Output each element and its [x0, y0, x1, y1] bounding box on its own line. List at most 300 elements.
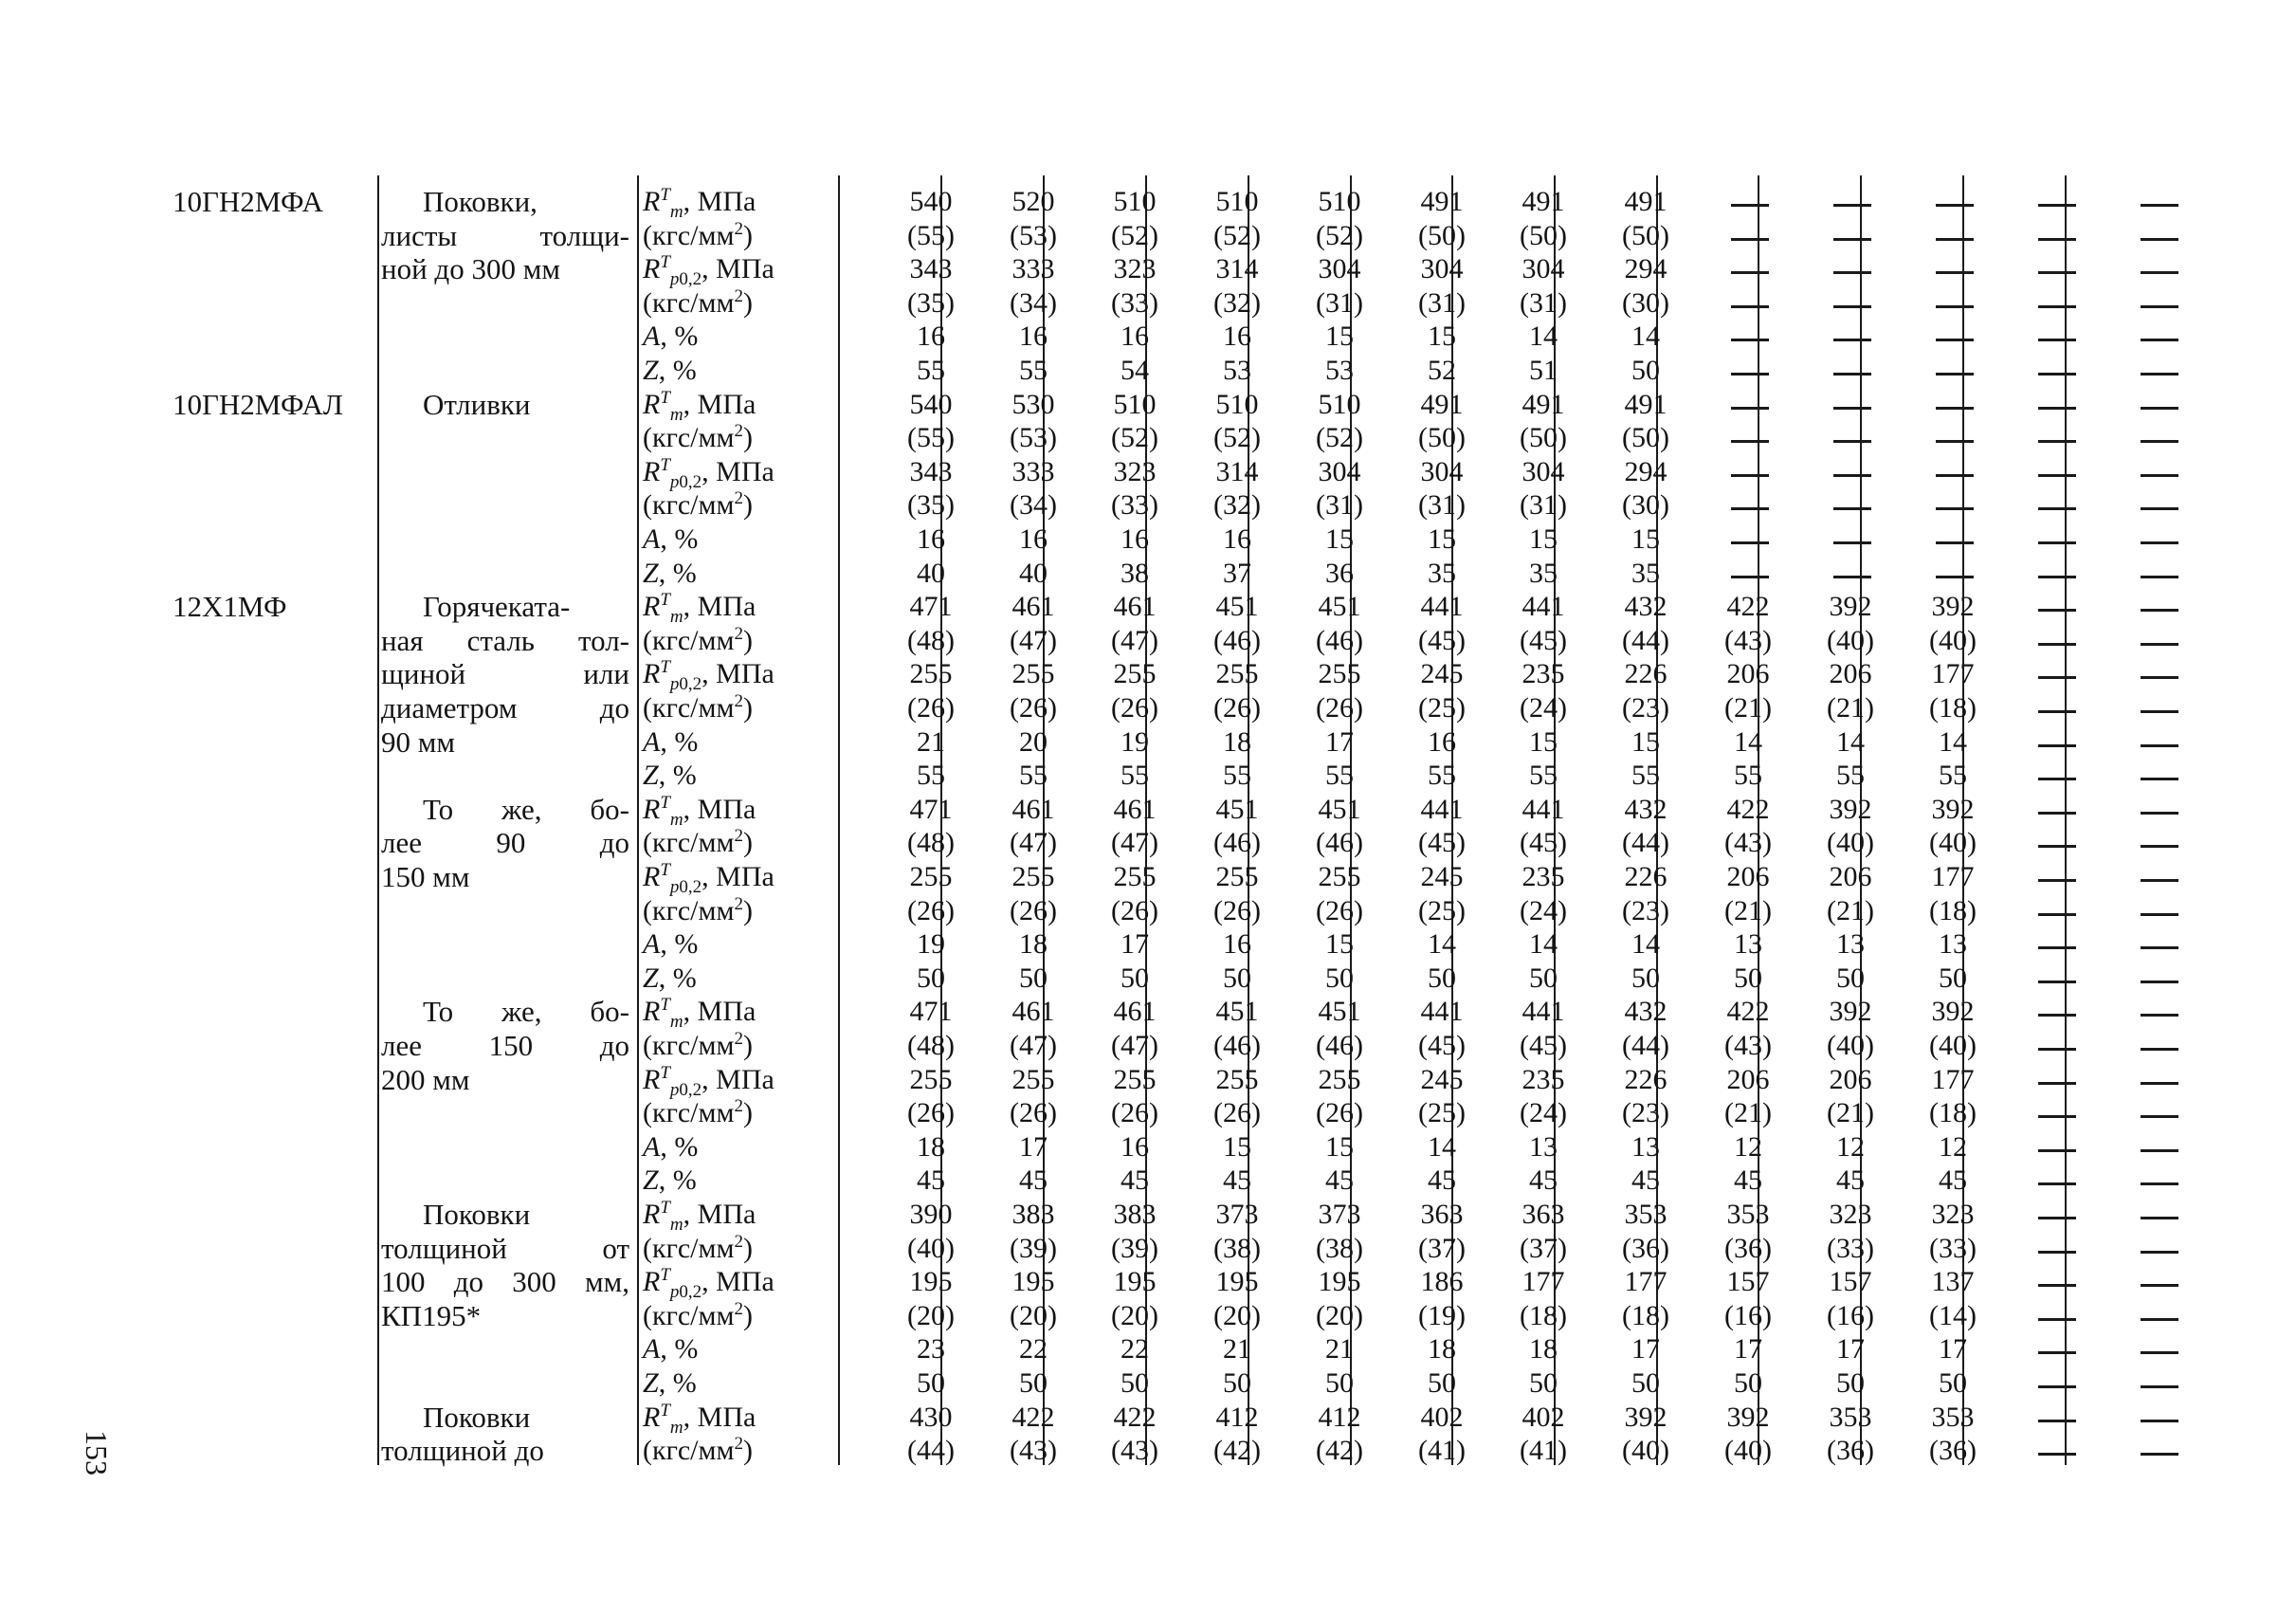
table-cell: 22: [1019, 1333, 1048, 1366]
table-cell: 157: [1829, 1266, 1872, 1298]
table-cell: 37: [1223, 557, 1251, 589]
table-cell: 55: [1019, 760, 1048, 792]
table-cell: 177: [1931, 1063, 1975, 1095]
table-cell: 15: [1631, 523, 1660, 555]
empty-cell-dash: [2141, 1420, 2178, 1422]
property-label: $(кгс/мм^2)$: [643, 1298, 753, 1331]
table-cell: (23): [1622, 1097, 1669, 1129]
table-cell: (26): [1316, 1097, 1363, 1129]
unit-label: МПа: [697, 1199, 756, 1230]
table-cell: 392: [1726, 1401, 1770, 1433]
empty-cell-dash: [2141, 1115, 2178, 1118]
table-cell: (36): [1622, 1232, 1669, 1264]
table-cell: 206: [1829, 1063, 1872, 1095]
table-cell: 15: [1325, 928, 1354, 961]
table-cell: (34): [1010, 286, 1057, 319]
table-cell: 353: [1829, 1401, 1872, 1433]
empty-cell-dash: [2141, 879, 2178, 882]
description-line: 200 мм: [381, 1062, 470, 1096]
table-cell: 412: [1215, 1401, 1259, 1433]
table-cell: 353: [1726, 1199, 1770, 1230]
table-cell: 294: [1624, 253, 1667, 285]
page-number: 153: [80, 1430, 114, 1476]
table-cell: 422: [1726, 996, 1770, 1028]
table-cell: 304: [1420, 253, 1464, 285]
property-label: $(кгс/мм^2)$: [643, 623, 753, 656]
empty-cell-dash: [2038, 339, 2076, 341]
description-line: То же, бо-: [423, 792, 629, 826]
table-cell: 35: [1428, 557, 1456, 589]
table-cell: 50: [1428, 1367, 1456, 1399]
description-line: То же, бо-: [423, 995, 629, 1029]
table-cell: (53): [1010, 219, 1057, 251]
table-cell: (42): [1316, 1435, 1363, 1467]
table-cell: (48): [907, 1030, 955, 1061]
table-cell: 540: [909, 388, 953, 420]
empty-cell-dash: [2038, 271, 2076, 274]
table-cell: 432: [1624, 591, 1667, 623]
table-cell: 15: [1428, 321, 1456, 353]
empty-cell-dash: [2038, 1082, 2076, 1085]
table-cell: 255: [1215, 861, 1259, 892]
table-cell: 55: [1939, 760, 1967, 792]
table-cell: 510: [1113, 186, 1157, 217]
table-cell: 15: [1325, 523, 1354, 555]
description-line: Горячеката-: [423, 590, 571, 624]
empty-cell-dash: [1731, 271, 1769, 274]
table-cell: 14: [1428, 928, 1456, 961]
product-description: [381, 590, 629, 759]
table-cell: (45): [1520, 827, 1567, 859]
table-cell: 55: [917, 760, 945, 792]
table-cell: 461: [1011, 591, 1055, 623]
table-cell: (20): [1111, 1299, 1158, 1331]
empty-cell-dash: [2038, 1284, 2076, 1287]
empty-cell-dash: [2038, 1420, 2076, 1422]
table-cell: (43): [1111, 1435, 1158, 1467]
table-cell: (18): [1929, 894, 1977, 926]
table-cell: 245: [1420, 658, 1464, 690]
description-line: лее 90 до: [381, 826, 629, 860]
table-cell: (21): [1724, 692, 1772, 724]
table-cell: (45): [1418, 624, 1466, 656]
table-cell: 16: [1121, 523, 1149, 555]
description-line: диаметром до: [381, 690, 629, 724]
table-cell: 441: [1420, 591, 1464, 623]
empty-cell-dash: [2038, 1217, 2076, 1219]
table-cell: 17: [1325, 725, 1354, 758]
description-line: толщиной до: [381, 1434, 544, 1468]
empty-cell-dash: [2038, 1385, 2076, 1388]
table-cell: 441: [1522, 591, 1565, 623]
table-cell: (47): [1010, 1030, 1057, 1061]
table-cell: 255: [1215, 1063, 1259, 1095]
table-cell: 15: [1529, 523, 1558, 555]
empty-cell-dash: [2141, 576, 2178, 578]
empty-cell-dash: [2038, 913, 2076, 916]
table-cell: (25): [1418, 894, 1466, 926]
table-cell: 471: [909, 793, 953, 825]
empty-cell-dash: [1731, 305, 1769, 308]
table-cell: 50: [1019, 962, 1048, 994]
table-cell: (33): [1929, 1232, 1977, 1264]
description-line: толщиной от: [381, 1231, 629, 1265]
empty-cell-dash: [1731, 204, 1769, 207]
table-cell: 50: [1939, 1367, 1967, 1399]
table-cell: (16): [1827, 1299, 1874, 1331]
table-cell: 15: [1325, 321, 1354, 353]
table-cell: 45: [1836, 1164, 1865, 1197]
table-cell: 45: [1529, 1164, 1558, 1197]
table-cell: 17: [1734, 1333, 1762, 1366]
empty-cell-dash: [2141, 1082, 2178, 1085]
table-cell: 422: [1726, 793, 1770, 825]
table-cell: 45: [1428, 1164, 1456, 1197]
table-cell: 55: [1529, 760, 1558, 792]
table-cell: (31): [1520, 489, 1567, 522]
empty-cell-dash: [2141, 1284, 2178, 1287]
table-cell: (26): [1316, 692, 1363, 724]
column-rule: [838, 175, 840, 1465]
description-line: ной до 300 мм: [381, 252, 560, 286]
empty-cell-dash: [2038, 845, 2076, 848]
description-line: Отливки: [423, 387, 531, 421]
table-cell: 50: [1121, 1367, 1149, 1399]
empty-cell-dash: [2141, 812, 2178, 815]
table-cell: (45): [1520, 624, 1567, 656]
empty-cell-dash: [2038, 204, 2076, 207]
product-description: [381, 793, 629, 894]
property-label: $(кгс/мм^2)$: [643, 691, 753, 724]
property-label: $(кгс/мм^2)$: [643, 285, 753, 319]
table-cell: (36): [1929, 1435, 1977, 1467]
empty-cell-dash: [1936, 541, 1974, 544]
table-cell: 195: [909, 1266, 953, 1298]
property-label: $(кгс/мм^2)$: [643, 1029, 753, 1061]
table-cell: (52): [1213, 422, 1261, 454]
table-cell: (43): [1724, 827, 1772, 859]
table-cell: 18: [1223, 725, 1251, 758]
unit-label: МПа: [716, 1063, 774, 1095]
empty-cell-dash: [1833, 373, 1871, 376]
empty-cell-dash: [2141, 373, 2178, 376]
table-cell: (46): [1316, 624, 1363, 656]
table-cell: 206: [1726, 658, 1770, 690]
empty-cell-dash: [1731, 474, 1769, 477]
empty-cell-dash: [2141, 541, 2178, 544]
table-cell: 461: [1011, 793, 1055, 825]
property-label: $(кгс/мм^2)$: [643, 826, 753, 859]
empty-cell-dash: [1833, 507, 1871, 510]
table-cell: 451: [1318, 591, 1361, 623]
empty-cell-dash: [1731, 541, 1769, 544]
property-label: $R^T_m$, МПа: [643, 1198, 756, 1235]
table-cell: 255: [1113, 658, 1157, 690]
table-cell: 451: [1318, 996, 1361, 1028]
table-cell: (37): [1418, 1232, 1466, 1264]
table-cell: (20): [1010, 1299, 1057, 1331]
table-cell: 422: [1113, 1401, 1157, 1433]
table-cell: 50: [1836, 962, 1865, 994]
table-cell: 392: [1624, 1401, 1667, 1433]
table-cell: (30): [1622, 489, 1669, 522]
table-cell: (33): [1111, 489, 1158, 522]
table-cell: (21): [1827, 894, 1874, 926]
table-cell: 12: [1836, 1130, 1865, 1163]
empty-cell-dash: [2141, 1251, 2178, 1254]
unit-label: МПа: [697, 793, 756, 825]
table-cell: 195: [1011, 1266, 1055, 1298]
table-cell: 55: [1836, 760, 1865, 792]
table-cell: 422: [1011, 1401, 1055, 1433]
table-cell: 50: [1734, 1367, 1762, 1399]
table-cell: 55: [1223, 760, 1251, 792]
table-cell: (18): [1622, 1299, 1669, 1331]
table-cell: (52): [1111, 219, 1158, 251]
table-cell: 392: [1829, 996, 1872, 1028]
table-cell: 195: [1113, 1266, 1157, 1298]
table-cell: 16: [917, 321, 945, 353]
table-cell: 373: [1215, 1199, 1259, 1230]
table-cell: (37): [1520, 1232, 1567, 1264]
empty-cell-dash: [2141, 643, 2178, 646]
table-cell: (50): [1622, 422, 1669, 454]
table-cell: (53): [1010, 422, 1057, 454]
table-cell: (45): [1520, 1030, 1567, 1061]
table-cell: 14: [1631, 928, 1660, 961]
empty-cell-dash: [2141, 1014, 2178, 1017]
table-cell: 50: [1223, 962, 1251, 994]
table-cell: (32): [1213, 489, 1261, 522]
empty-cell-dash: [1936, 339, 1974, 341]
empty-cell-dash: [1936, 373, 1974, 376]
table-cell: 54: [1121, 355, 1149, 386]
table-cell: (44): [907, 1435, 955, 1467]
table-cell: 491: [1522, 388, 1565, 420]
table-cell: (52): [1111, 422, 1158, 454]
table-cell: (46): [1213, 827, 1261, 859]
product-description: [381, 995, 629, 1096]
table-cell: (21): [1724, 894, 1772, 926]
table-cell: (18): [1929, 1097, 1977, 1129]
description-line: Поковки: [423, 1400, 531, 1434]
table-cell: 471: [909, 591, 953, 623]
table-cell: (21): [1827, 692, 1874, 724]
table-cell: 45: [1631, 1164, 1660, 1197]
empty-cell-dash: [2141, 609, 2178, 612]
table-cell: 177: [1931, 861, 1975, 892]
table-cell: 45: [1325, 1164, 1354, 1197]
table-cell: (26): [1111, 1097, 1158, 1129]
table-cell: (45): [1418, 827, 1466, 859]
table-cell: 18: [1428, 1333, 1456, 1366]
table-cell: 50: [1631, 355, 1660, 386]
table-cell: 13: [1529, 1130, 1558, 1163]
table-cell: (26): [1010, 894, 1057, 926]
empty-cell-dash: [1936, 474, 1974, 477]
table-cell: 363: [1522, 1199, 1565, 1230]
table-cell: 402: [1420, 1401, 1464, 1433]
table-cell: 17: [1939, 1333, 1967, 1366]
unit-label: МПа: [697, 186, 756, 217]
table-cell: (46): [1213, 624, 1261, 656]
table-cell: (55): [907, 219, 955, 251]
table-cell: 50: [1939, 962, 1967, 994]
empty-cell-dash: [2038, 1351, 2076, 1354]
empty-cell-dash: [1936, 440, 1974, 443]
table-cell: 17: [1121, 928, 1149, 961]
table-cell: (42): [1213, 1435, 1261, 1467]
table-cell: 520: [1011, 186, 1055, 217]
table-cell: (31): [1316, 286, 1363, 319]
table-cell: (40): [1929, 827, 1977, 859]
table-cell: (48): [907, 827, 955, 859]
table-cell: 451: [1215, 591, 1259, 623]
table-cell: 491: [1624, 388, 1667, 420]
table-cell: 17: [1836, 1333, 1865, 1366]
table-cell: (40): [1724, 1435, 1772, 1467]
table-cell: (40): [1827, 624, 1874, 656]
table-cell: 314: [1215, 455, 1259, 487]
table-cell: (43): [1010, 1435, 1057, 1467]
property-label: Z, %: [643, 1164, 697, 1197]
table-cell: 392: [1931, 591, 1975, 623]
empty-cell-dash: [2038, 981, 2076, 983]
table-cell: 50: [1325, 1367, 1354, 1399]
table-cell: 491: [1420, 388, 1464, 420]
table-cell: (50): [1520, 422, 1567, 454]
table-cell: 343: [909, 253, 953, 285]
property-label: $(кгс/мм^2)$: [643, 218, 753, 251]
column-rule: [637, 175, 639, 1465]
table-cell: (26): [1010, 1097, 1057, 1129]
table-cell: 45: [1121, 1164, 1149, 1197]
table-cell: 432: [1624, 996, 1667, 1028]
empty-cell-dash: [1833, 407, 1871, 410]
table-cell: 50: [1121, 962, 1149, 994]
empty-cell-dash: [2038, 676, 2076, 679]
property-label: $R^T_m$, МПа: [643, 387, 756, 425]
empty-cell-dash: [1833, 576, 1871, 578]
table-cell: (47): [1111, 624, 1158, 656]
empty-cell-dash: [2141, 981, 2178, 983]
empty-cell-dash: [2038, 946, 2076, 949]
property-label: Z, %: [643, 355, 697, 386]
table-cell: 51: [1529, 355, 1558, 386]
table-cell: 45: [1939, 1164, 1967, 1197]
table-cell: 35: [1529, 557, 1558, 589]
table-cell: 45: [1734, 1164, 1762, 1197]
table-cell: 304: [1522, 455, 1565, 487]
empty-cell-dash: [2038, 305, 2076, 308]
table-cell: 255: [1318, 1063, 1361, 1095]
empty-cell-dash: [2141, 1318, 2178, 1321]
property-label: Z, %: [643, 760, 697, 792]
property-label: $R^T_{p0,2}$, МПа: [643, 860, 774, 897]
table-cell: 461: [1113, 793, 1157, 825]
empty-cell-dash: [1731, 507, 1769, 510]
table-cell: 35: [1631, 557, 1660, 589]
empty-cell-dash: [2141, 778, 2178, 780]
table-cell: 16: [917, 523, 945, 555]
table-cell: 52: [1428, 355, 1456, 386]
property-label: A, %: [643, 321, 699, 353]
table-cell: (41): [1418, 1435, 1466, 1467]
empty-cell-dash: [1731, 373, 1769, 376]
table-cell: 402: [1522, 1401, 1565, 1433]
table-cell: 510: [1318, 388, 1361, 420]
product-description: [381, 1401, 629, 1468]
empty-cell-dash: [1936, 204, 1974, 207]
table-cell: (45): [1418, 1030, 1466, 1061]
table-cell: 50: [917, 1367, 945, 1399]
table-cell: (24): [1520, 692, 1567, 724]
empty-cell-dash: [2038, 643, 2076, 646]
table-cell: 15: [1529, 725, 1558, 758]
table-cell: (40): [1622, 1435, 1669, 1467]
table-cell: (52): [1316, 422, 1363, 454]
description-line: Поковки: [423, 1198, 531, 1231]
table-cell: 392: [1931, 996, 1975, 1028]
table-cell: 14: [1428, 1130, 1456, 1163]
table-cell: (50): [1418, 422, 1466, 454]
property-label: $R^T_m$, МПа: [643, 995, 756, 1033]
description-line: 90 мм: [381, 724, 455, 759]
table-cell: (26): [907, 692, 955, 724]
table-cell: 235: [1522, 861, 1565, 892]
table-cell: 451: [1215, 996, 1259, 1028]
table-cell: (26): [907, 1097, 955, 1129]
table-cell: (40): [1929, 1030, 1977, 1061]
table-cell: 441: [1522, 996, 1565, 1028]
table-cell: 353: [1624, 1199, 1667, 1230]
table-cell: (46): [1316, 827, 1363, 859]
table-cell: (21): [1724, 1097, 1772, 1129]
table-cell: (33): [1111, 286, 1158, 319]
table-cell: (41): [1520, 1435, 1567, 1467]
empty-cell-dash: [1731, 407, 1769, 410]
table-cell: (21): [1827, 1097, 1874, 1129]
empty-cell-dash: [2141, 1453, 2178, 1456]
table-cell: 40: [1019, 557, 1048, 589]
empty-cell-dash: [2038, 576, 2076, 578]
unit-label: МПа: [716, 455, 774, 487]
empty-cell-dash: [2141, 845, 2178, 848]
table-cell: 432: [1624, 793, 1667, 825]
table-cell: 50: [1529, 1367, 1558, 1399]
table-cell: 55: [917, 355, 945, 386]
table-cell: 206: [1829, 658, 1872, 690]
empty-cell-dash: [2141, 271, 2178, 274]
unit-label: МПа: [716, 861, 774, 892]
table-cell: (40): [1827, 1030, 1874, 1061]
table-cell: 451: [1215, 793, 1259, 825]
table-cell: (26): [1010, 692, 1057, 724]
table-cell: 510: [1318, 186, 1361, 217]
table-cell: (34): [1010, 489, 1057, 522]
table-cell: (32): [1213, 286, 1261, 319]
table-cell: 16: [1223, 523, 1251, 555]
table-cell: 177: [1624, 1266, 1667, 1298]
product-description: [381, 1198, 629, 1332]
property-label: Z, %: [643, 1367, 697, 1399]
table-cell: 45: [1223, 1164, 1251, 1197]
table-cell: (33): [1827, 1232, 1874, 1264]
empty-cell-dash: [1833, 474, 1871, 477]
table-cell: 304: [1318, 455, 1361, 487]
table-cell: 53: [1325, 355, 1354, 386]
empty-cell-dash: [2038, 541, 2076, 544]
